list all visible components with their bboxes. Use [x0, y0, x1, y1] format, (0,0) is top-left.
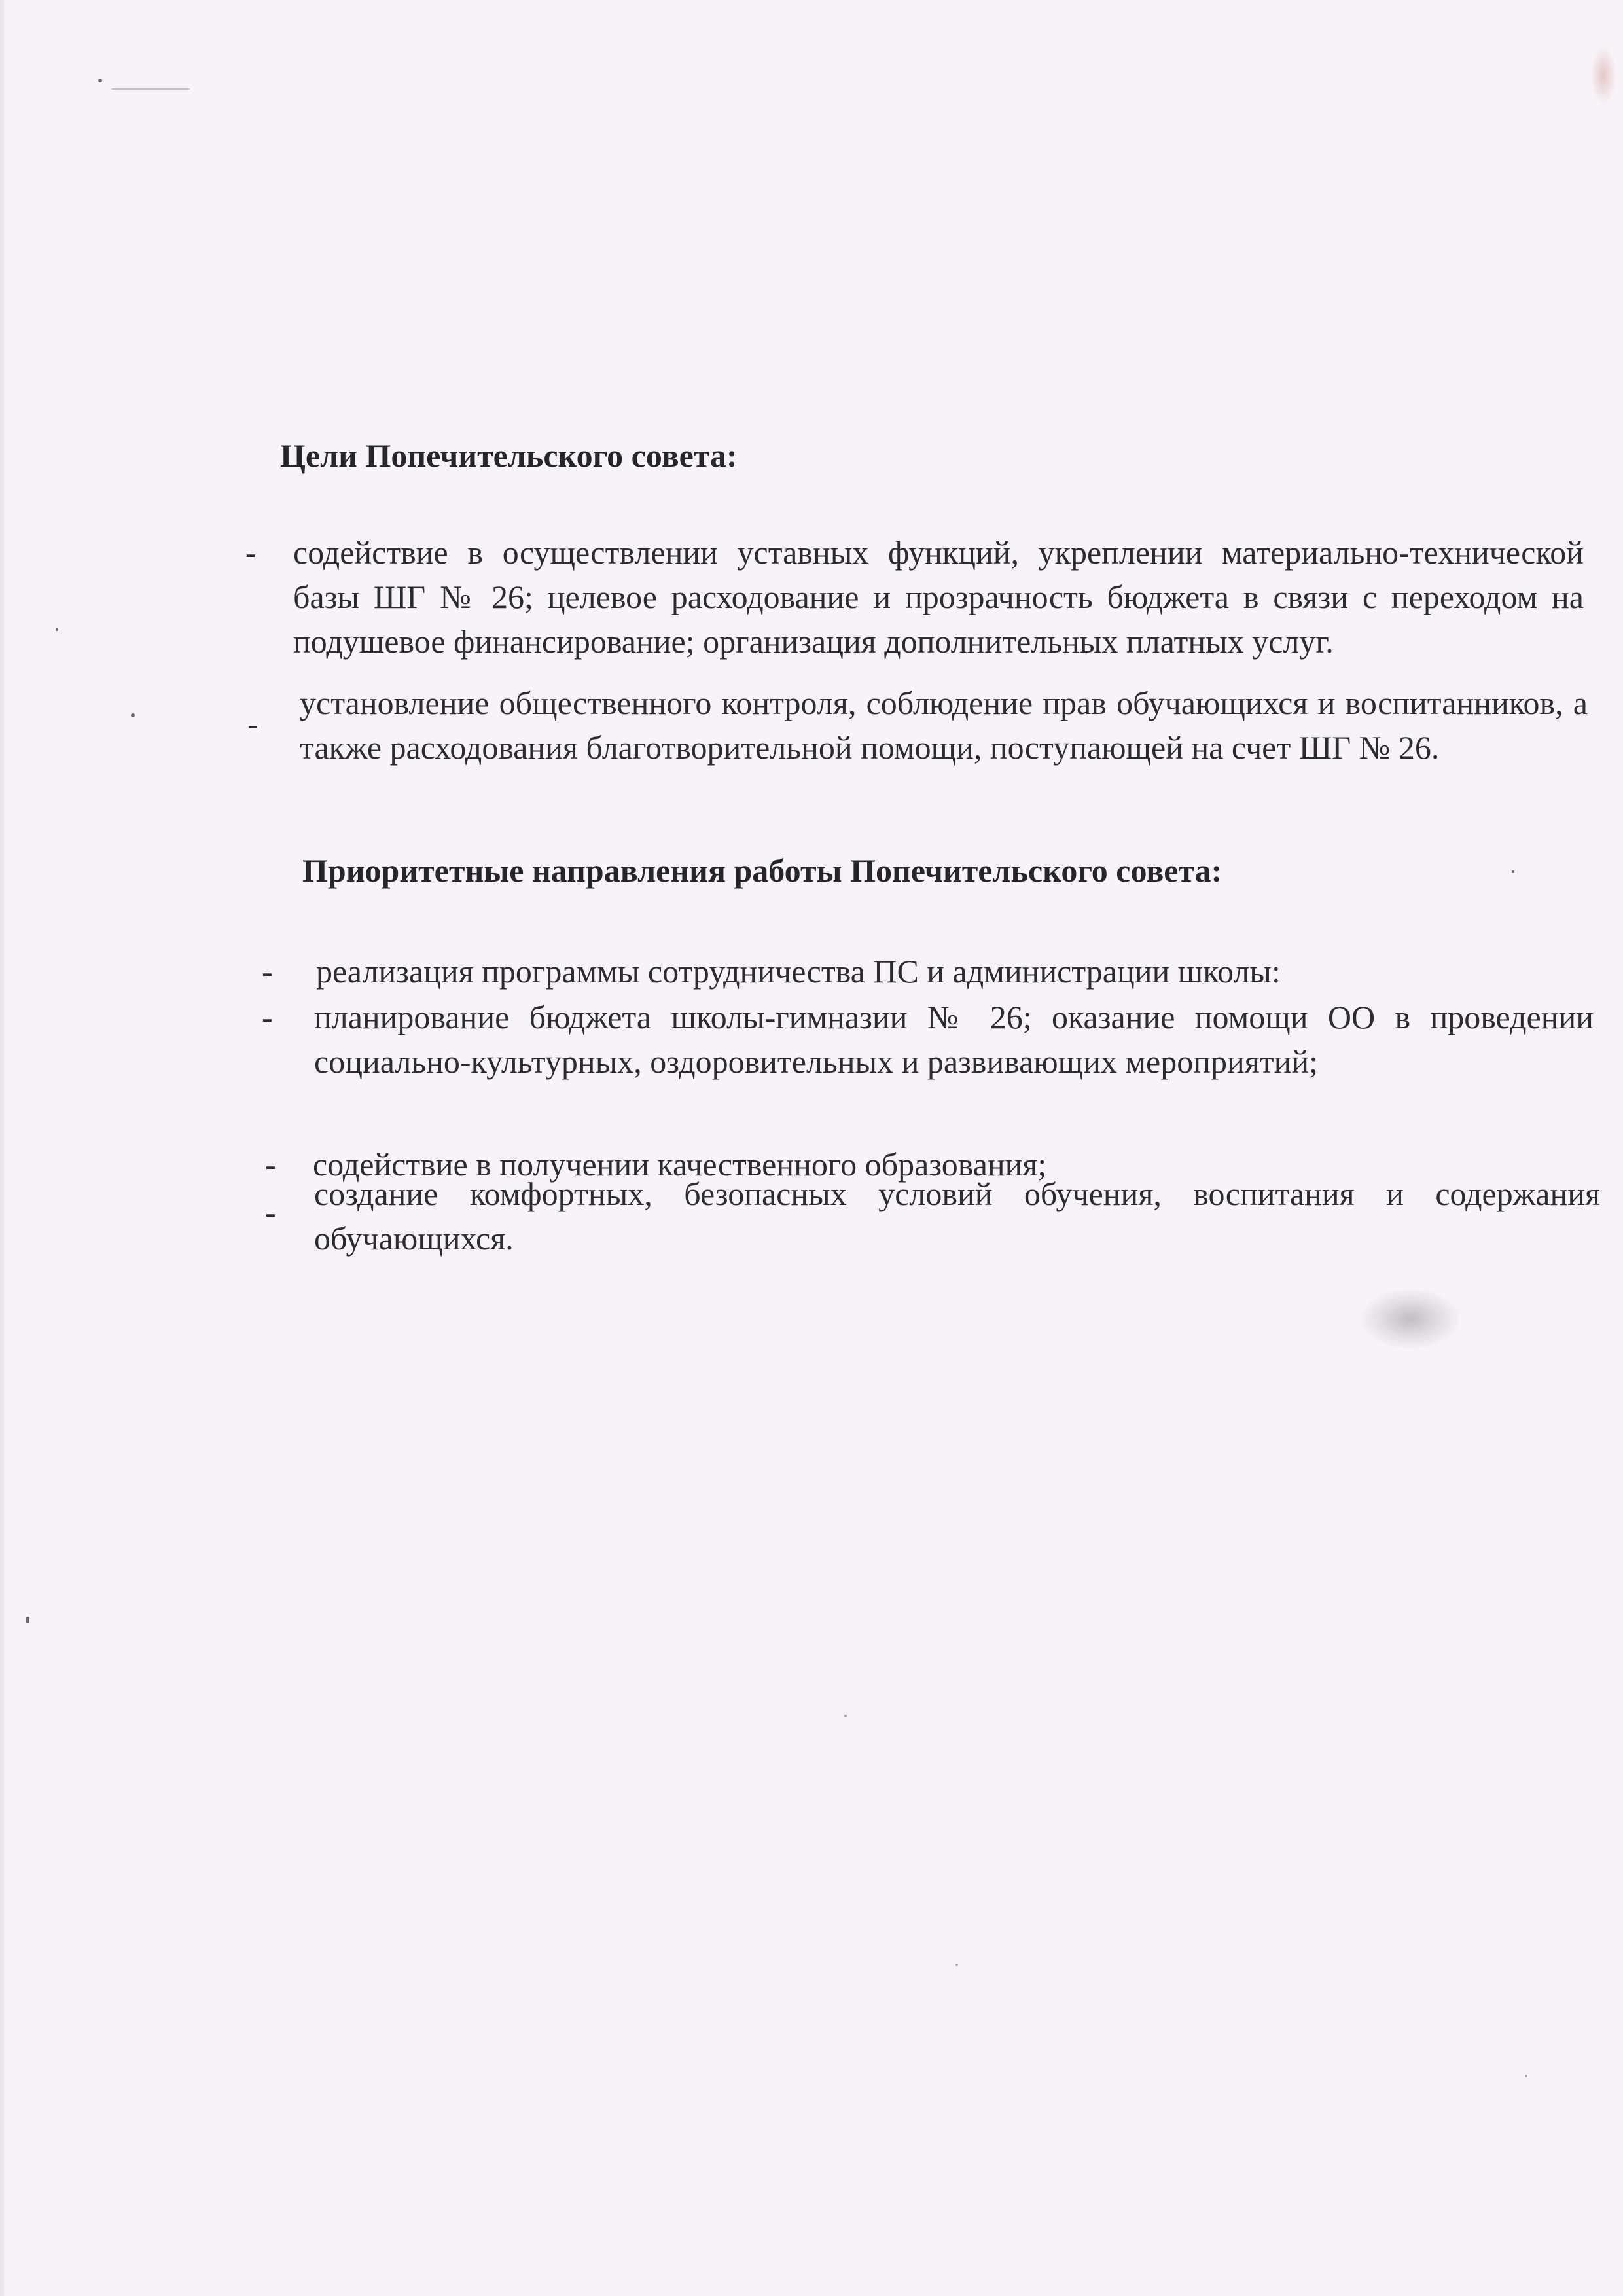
scan-speck — [98, 79, 102, 82]
goals-heading: Цели Попечительского совета: — [280, 437, 738, 474]
priorities-item-2: планирование бюджета школы-гимназии № 26; оказание помощи ОО в проведении социально-культурных, оздоровительных и развивающих мероприятий; — [314, 999, 1594, 1080]
scan-speck — [1512, 870, 1514, 873]
list-bullet: - — [265, 1194, 276, 1230]
goals-item-2: установление общественного контроля, соблюдение прав обучающихся и воспитанников, а также расходования благотворительной помощи, поступающей на счет ШГ № 26. — [300, 685, 1588, 766]
list-bullet: - — [262, 953, 273, 990]
scan-speck — [111, 88, 190, 90]
scan-speck — [131, 713, 135, 717]
list-bullet: - — [265, 1146, 276, 1183]
priorities-item-1: реализация программы сотрудничества ПС и администрации школы: — [316, 953, 1281, 990]
scan-speck — [1525, 2075, 1527, 2077]
list-bullet: - — [245, 534, 257, 571]
scan-speck — [56, 628, 58, 631]
scan-stain — [1590, 46, 1616, 105]
priorities-heading: Приоритетные направления работы Попечительского совета: — [302, 852, 1222, 889]
list-bullet: - — [247, 706, 259, 742]
list-bullet: - — [262, 999, 273, 1035]
goals-item-1: содействие в осуществлении уставных функций, укреплении материально-технической базы ШГ № 26; целевое расходование и прозрачность бюджета в связи с переходом на подушевое финансирование; организация дополнительных платных услуг. — [293, 534, 1584, 660]
scan-speck — [844, 1715, 847, 1717]
scan-smudge — [1361, 1289, 1459, 1348]
priorities-item-4: создание комфортных, безопасных условий обучения, воспитания и содержания обучающихся. — [314, 1175, 1600, 1257]
priorities-item-3: содействие в получении качественного образования; — [313, 1146, 1047, 1183]
scan-speck — [26, 1617, 29, 1623]
scan-speck — [955, 1964, 958, 1966]
